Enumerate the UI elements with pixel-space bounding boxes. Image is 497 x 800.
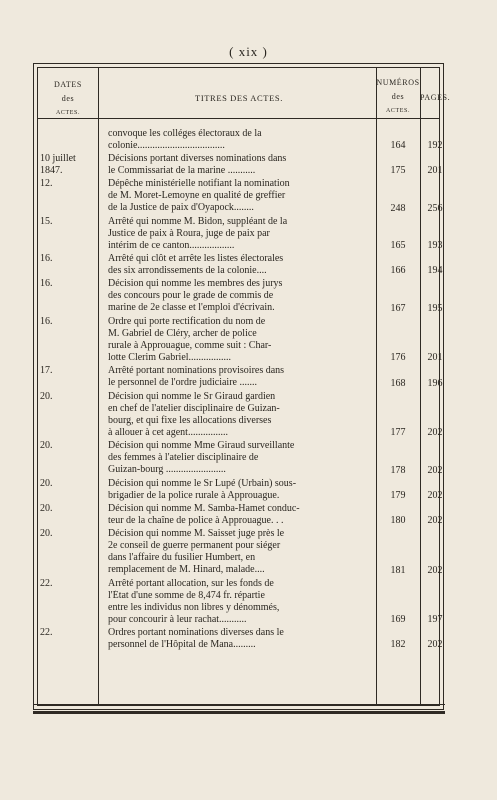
entry-number: 176: [390, 352, 406, 364]
entry-title-line: marine de 2e classe et l'emploi d'écrivain.: [108, 302, 275, 314]
entry-title-line: Dépêche ministérielle notifiant la nomination: [108, 178, 290, 190]
entry-title: [108, 316, 376, 364]
entry-title-line: entre les individus non libres y dénommés,: [108, 601, 280, 613]
entry-date: 16.: [40, 253, 53, 265]
entry-title-line: à allouer à cet agent................: [108, 426, 228, 438]
entry-number: 182: [390, 639, 406, 651]
entry-title: [108, 478, 376, 502]
entry-title-line: Arrêté portant allocation, sur les fonds de: [108, 577, 274, 589]
entry-title-line: colonie...................................: [108, 140, 225, 151]
header-titres: TITRES DES ACTES.: [195, 93, 283, 103]
entry-page: 196: [427, 377, 443, 389]
entry-page: 202: [427, 639, 443, 651]
entry-title-line: Décision qui nomme les membres des jurys: [108, 278, 283, 290]
entry-page: 202: [427, 427, 443, 439]
entry-page: 201: [427, 352, 443, 364]
table-row: [38, 577, 443, 627]
entry-title-line: Arrêté qui nomme M. Bidon, suppléant de la: [108, 215, 288, 227]
entry-number: 166: [390, 265, 406, 277]
entry-title-line: Décision qui nomme le Sr Giraud gardien: [108, 390, 276, 402]
entry-title: [108, 503, 376, 527]
entry-number: 169: [390, 614, 406, 626]
entry-date: 22.: [40, 577, 53, 589]
header-dates: [38, 78, 98, 120]
entry-page: 193: [427, 240, 443, 252]
entry-number: 164: [390, 140, 406, 152]
entry-title-line: remplacement de M. Hinard, malade....: [108, 564, 265, 575]
entry-number: 177: [390, 427, 406, 439]
entry-title-line: pour concourir à leur rachat...........: [108, 613, 247, 625]
entry-title-line: Décisions portant diverses nominations dans: [108, 153, 287, 165]
entry-date: 10 juillet 1847.: [40, 153, 76, 177]
entry-title: [108, 627, 376, 651]
entry-title-line: 2e conseil de guerre permanent pour siéger: [108, 540, 281, 551]
entry-page: 202: [427, 489, 443, 501]
entry-date: 12.: [40, 178, 53, 190]
entry-date: 16.: [40, 278, 53, 290]
entry-title: [108, 440, 376, 476]
entry-page: 201: [427, 165, 443, 177]
page-number: ( xix ): [229, 44, 268, 59]
entry-number: 179: [390, 489, 406, 501]
entry-date: 20.: [40, 440, 53, 452]
entry-title-line: Décision qui nomme M. Saisset juge près le: [108, 528, 285, 539]
header-dates-line3: ACTES.: [55, 110, 81, 116]
entry-title-line: intérim de ce canton..................: [108, 239, 235, 251]
header-dates-line2: des: [61, 94, 75, 103]
entry-title-line: bourg, et qui fixe les allocations diverses: [108, 414, 272, 426]
table-row: [38, 390, 443, 440]
entry-page: 192: [427, 140, 443, 152]
entry-date: 20.: [40, 390, 53, 402]
entry-title: [108, 128, 376, 152]
header-pages: PAGES.: [420, 93, 451, 102]
table-frame: [33, 63, 451, 710]
entry-page: 202: [427, 464, 443, 476]
entry-title-line: convoque les colléges électoraux de la: [108, 128, 262, 139]
entry-title: [108, 253, 376, 277]
entry-number: 178: [390, 464, 406, 476]
entry-page: 194: [427, 265, 443, 277]
entry-number: 180: [390, 514, 406, 526]
table-row: [38, 178, 443, 215]
entry-title-line: dans l'affaire du fusilier Humbert, en: [108, 552, 256, 563]
entry-title-line: Arrêté portant nominations provisoires dans: [108, 365, 285, 377]
entry-page: 202: [427, 564, 443, 576]
entry-number: 168: [390, 377, 406, 389]
entry-title-line: de la Justice de paix d'Oyapock........: [108, 202, 254, 214]
table-row: [38, 627, 443, 651]
table-row: [38, 153, 443, 177]
entry-number: 167: [390, 302, 406, 314]
header-numeros: [376, 76, 420, 118]
table-row: [38, 253, 443, 277]
entry-title: [108, 278, 376, 314]
entry-title: [108, 578, 376, 626]
entry-date: 22.: [40, 627, 53, 639]
entry-title-line: Décision qui nomme le Sr Lupé (Urbain) sous-: [108, 477, 297, 489]
entry-date: 20.: [40, 502, 53, 514]
entry-page: 202: [427, 514, 443, 526]
entry-title: [108, 528, 376, 576]
entry-page: 256: [427, 202, 443, 214]
entry-title-line: le Commissariat de la marine ...........: [108, 165, 256, 177]
entry-title: [108, 153, 376, 177]
entry-date: 16.: [40, 315, 53, 327]
entry-title-line: des concours pour le grade de commis de: [108, 290, 274, 302]
entry-title-line: Ordre qui porte rectification du nom de: [108, 315, 266, 327]
entry-title-line: des femmes à l'atelier disciplinaire de: [108, 452, 259, 464]
entry-title-line: Décision qui nomme Mme Giraud surveillante: [108, 440, 295, 452]
entry-date: 20.: [40, 528, 53, 539]
table-row: [38, 215, 443, 253]
entry-number: 165: [390, 240, 406, 252]
entry-title-line: M. Gabriel de Cléry, archer de police: [108, 327, 257, 339]
header-numeros-line2: des: [391, 92, 405, 101]
table-row: [38, 278, 443, 315]
entry-title-line: Ordres portant nominations diverses dans le: [108, 627, 284, 639]
entry-title-line: teur de la chaîne de police à Approuague. . .: [108, 514, 284, 526]
entry-title-line: de M. Moret-Lemoyne en qualité de greffier: [108, 190, 286, 202]
entry-title-line: brigadier de la police rurale à Approuague.: [108, 489, 280, 501]
entry-title: [108, 391, 376, 439]
entry-title: [108, 216, 376, 252]
entry-page: 197: [427, 614, 443, 626]
table-row: [38, 128, 443, 152]
entry-title: [108, 365, 376, 389]
entry-date: 17.: [40, 365, 53, 377]
entry-title-line: personnel de l'Hôpital de Mana.........: [108, 639, 256, 651]
table-row: [38, 365, 443, 389]
entry-page: 195: [427, 302, 443, 314]
entry-date: 15.: [40, 215, 53, 227]
table-inner-frame: [37, 67, 451, 706]
table-row: [38, 528, 443, 577]
header-numeros-line3: ACTES.: [385, 108, 411, 114]
bottom-rule: [33, 704, 445, 714]
table-row: [38, 440, 443, 477]
entry-number: 248: [390, 202, 406, 214]
entry-title-line: le personnel de l'ordre judiciaire .......: [108, 377, 257, 389]
entry-title-line: lotte Clerim Gabriel.................: [108, 351, 232, 363]
entry-title-line: Arrêté qui clôt et arrête les listes électorales: [108, 253, 284, 265]
entry-title: [108, 178, 376, 214]
entry-title-line: rurale à Approuague, comme suit : Char-: [108, 339, 272, 351]
entry-title-line: des six arrondissements de la colonie....: [108, 265, 267, 277]
table-body: [38, 120, 443, 705]
entry-date: 20.: [40, 477, 53, 489]
entry-title-line: Guizan-bourg ........................: [108, 464, 226, 476]
table-row: [38, 502, 443, 527]
entry-number: 175: [390, 165, 406, 177]
entry-title-line: Justice de paix à Roura, juge de paix par: [108, 227, 270, 239]
header-dates-line1: DATES: [54, 80, 82, 89]
entry-title-line: l'État d'une somme de 8,474 fr. répartie: [108, 589, 265, 601]
header-numeros-line1: NUMÉROS: [376, 78, 420, 87]
table-row: [38, 477, 443, 502]
entry-number: 181: [390, 564, 406, 576]
table-row: [38, 315, 443, 365]
entry-title-line: en chef de l'atelier disciplinaire de Guizan-: [108, 402, 280, 414]
entry-title-line: Décision qui nomme M. Samba-Hamet conduc-: [108, 502, 300, 514]
